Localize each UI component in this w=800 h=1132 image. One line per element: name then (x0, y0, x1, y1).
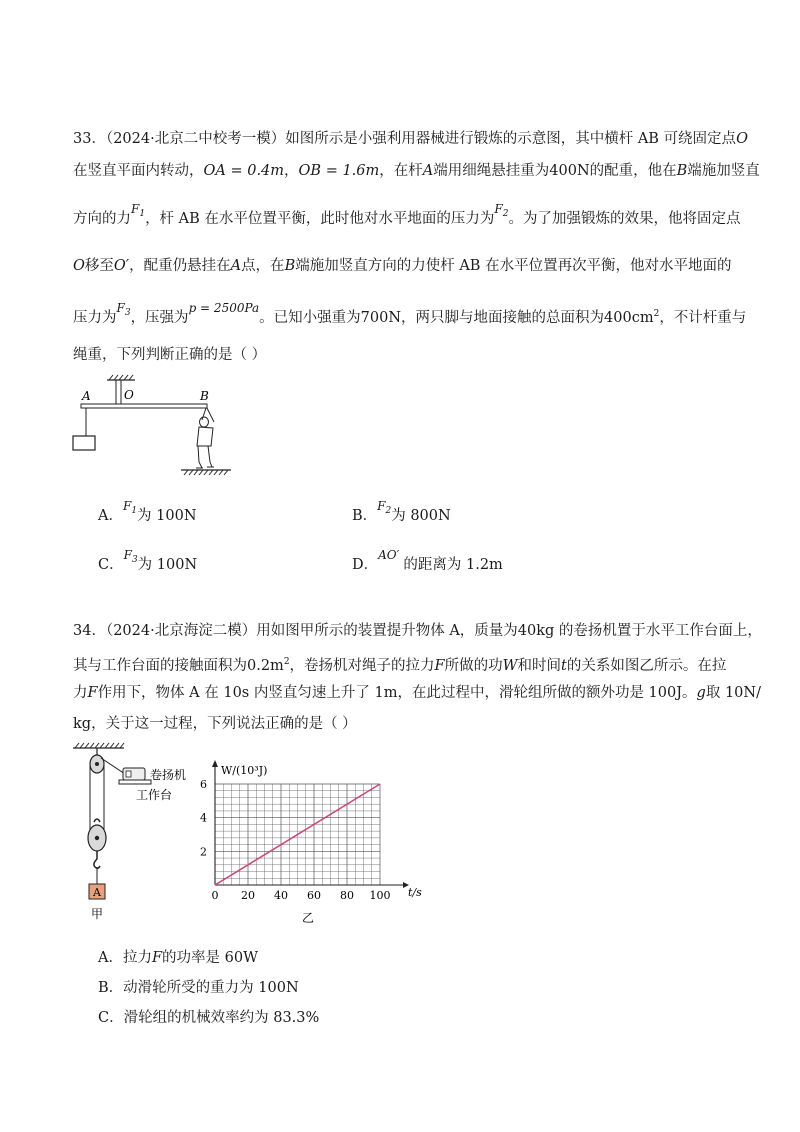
q34-option-b[interactable]: B．动滑轮所受的重力为 100N (98, 980, 299, 996)
label-A: A (82, 389, 91, 403)
work-table (119, 780, 151, 784)
y-axis-arrow (212, 760, 218, 767)
q33-line-2: 在竖直平面内转动，OA = 0.4m，OB = 1.6m，在杆A端用细绳悬挂重为400N的配重，他在B端施加竖直 (73, 163, 760, 179)
x-axis-label: t/s (408, 886, 422, 899)
q34-line-1: 34．（2024·北京海淀二模）用如图甲所示的装置提升物体 A，质量为40kg 的卷扬机置于水平工作台面上， (73, 623, 762, 639)
x-tick-label: 40 (274, 889, 288, 902)
figure-jia-caption: 甲 (90, 907, 104, 921)
chart-ticks (200, 778, 391, 902)
x-tick-label: 80 (340, 889, 354, 902)
y-tick-label: 2 (200, 845, 207, 859)
q33-number: 33． (73, 131, 106, 147)
x-tick-label: 100 (369, 889, 391, 902)
y-tick-label: 6 (200, 778, 207, 791)
x-tick-label: 0 (211, 889, 219, 902)
x-tick-label: 60 (307, 889, 321, 902)
q34-option-a[interactable]: A．拉力F的功率是 60W (98, 950, 259, 966)
lever-bar (81, 404, 207, 408)
x-tick-label: 20 (241, 889, 255, 902)
figure-yi-caption: 乙 (301, 911, 315, 925)
pulley-figure (68, 742, 208, 922)
label-O: O (124, 388, 134, 402)
ground-hatch (184, 470, 228, 475)
person-figure (196, 408, 214, 468)
q33-line-5: 压力为$^{F_3}$，压强为$^{p = 2500Pa}$。已知小强重为700N，两只脚与地面接触的总面积为$400cm^2$，不计杆重与 (73, 301, 747, 326)
ceiling-hatch (109, 375, 133, 380)
q34-line-2: 其与工作台面的接触面积为$0.2m^2$，卷扬机对绳子的拉力F所做的功W和时间t的关系如图乙所示。在拉 (73, 657, 727, 674)
work-time-chart (196, 752, 426, 927)
q34-number: 34． (73, 623, 106, 639)
q34-source: （2024·北京海淀二模） (105, 623, 257, 639)
lever-figure (68, 372, 248, 482)
q34-option-c[interactable]: C．滑轮组的机械效率约为 83.3% (98, 1010, 320, 1026)
y-axis-label: W/(10³J) (221, 764, 268, 777)
q33-source: （2024·北京二中校考一模） (105, 131, 286, 147)
q33-option-b[interactable]: B．$^{F_2}$为 800N (352, 499, 451, 524)
q33-line-3: 方向的力$^{F_1}$，杆 AB 在水平位置平衡，此时他对水平地面的压力为$^{F_2}$。为了加强锻炼的效果，他将固定点 (73, 202, 741, 227)
q33-line-6: 绳重，下列判断正确的是（ ） (73, 347, 267, 363)
q34-line-3: 力F作用下，物体 A 在 10s 内竖直匀速上升了 1m，在此过程中，滑轮组所做的额外功是 100J。g取 10N/ (73, 685, 761, 701)
q33-option-a[interactable]: A．$^{F_1}$为 100N (98, 499, 197, 524)
q33-option-d[interactable]: D．$^{AO'}$的距离为 1.2m (352, 548, 503, 573)
q33-line-1: 33．（2024·北京二中校考一模）如图所示是小强利用器械进行锻炼的示意图，其中横杆 AB 可绕固定点O (73, 131, 748, 147)
counterweight (73, 436, 95, 450)
pivot-support (116, 380, 121, 404)
table-label: 工作台 (136, 788, 173, 802)
q33-line-4: O移至O′，配重仍悬挂在A点，在B端施加竖直方向的力使杆 AB 在水平位置再次平衡，他对水平地面的 (73, 258, 732, 274)
ceiling-hatch (75, 743, 124, 748)
q34-line-4: kg，关于这一过程，下列说法正确的是（ ） (73, 716, 357, 732)
q33-option-c[interactable]: C．$^{F_3}$为 100N (98, 548, 198, 573)
hook (94, 851, 100, 868)
y-tick-label: 4 (200, 811, 207, 825)
label-B: B (200, 389, 209, 403)
block-A-label: A (93, 886, 101, 899)
top-hook (94, 819, 100, 822)
winch-label: 卷扬机 (150, 768, 187, 782)
